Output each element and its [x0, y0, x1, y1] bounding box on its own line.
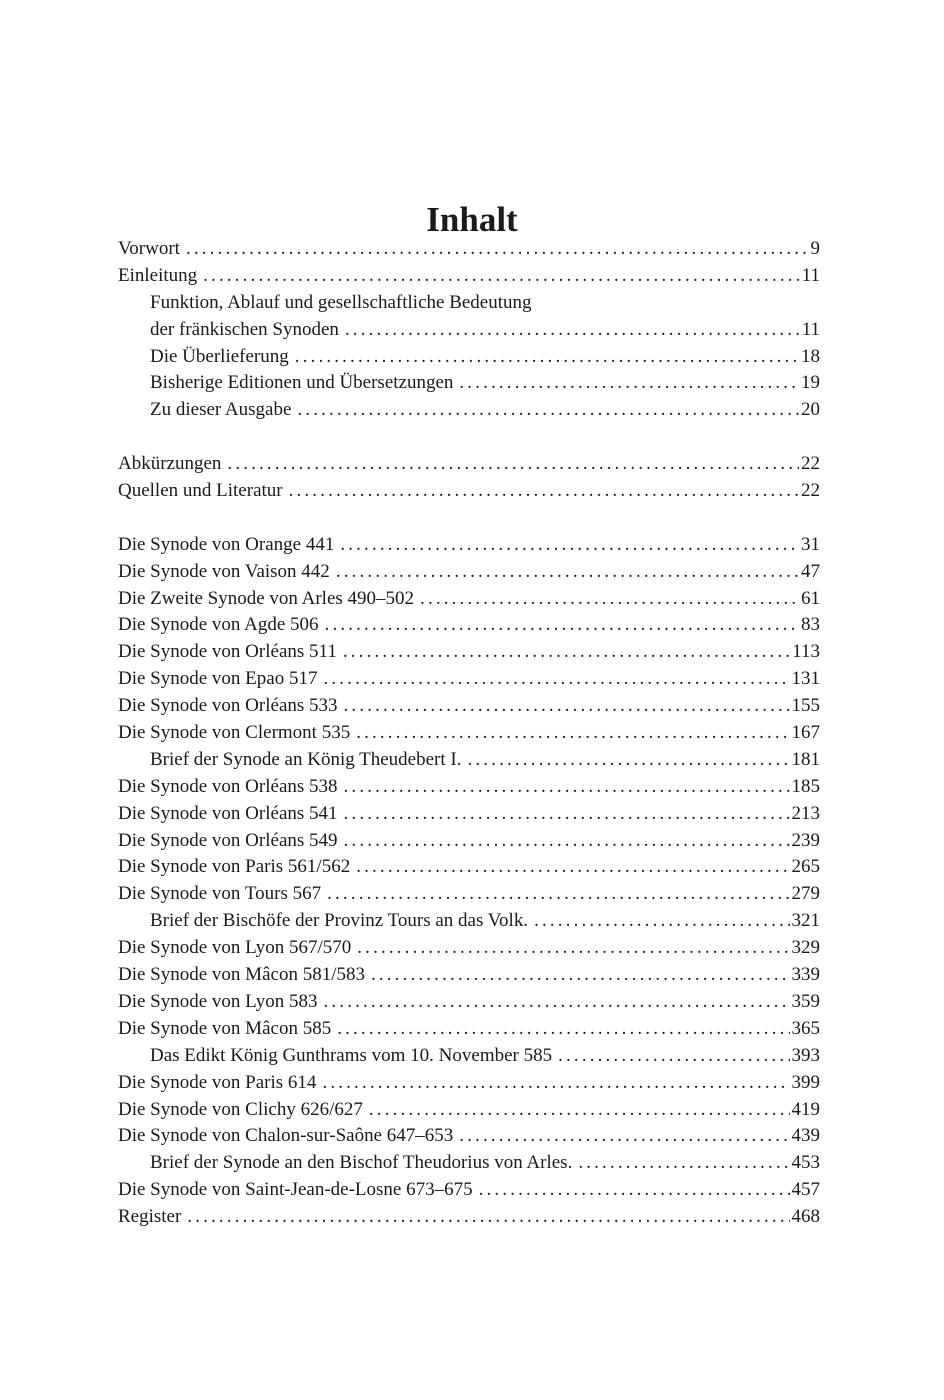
dot-leader [340, 532, 799, 559]
toc-entry [118, 935, 820, 962]
toc-entry-label: Funktion, Ablauf und gesellschaftliche Bedeutung [150, 291, 532, 313]
toc-entry-label: Abkürzungen [118, 453, 222, 475]
toc-entry [118, 532, 820, 559]
toc-entry [118, 639, 820, 666]
toc-entry [118, 290, 820, 317]
dot-leader [227, 451, 799, 478]
dot-leader [371, 962, 790, 989]
toc-entry-page: 329 [791, 937, 820, 959]
toc-entry-page: 18 [801, 345, 820, 367]
toc-entry [118, 370, 820, 397]
dot-leader [327, 881, 789, 908]
dot-leader [295, 344, 799, 371]
toc-entry-label: Die Synode von Orléans 533 [118, 695, 338, 717]
toc-entry-label: Die Synode von Lyon 583 [118, 990, 318, 1012]
toc-entry-label: Die Synode von Orléans 538 [118, 775, 338, 797]
toc-entry-label: Die Synode von Tours 567 [118, 883, 322, 905]
toc-entry-page: 399 [791, 1071, 820, 1093]
toc-entry-page: 439 [791, 1125, 820, 1147]
dot-leader [325, 612, 799, 639]
toc-entry-label: Die Synode von Orange 441 [118, 533, 335, 555]
toc-entry [118, 263, 820, 290]
toc-entry-label: Die Zweite Synode von Arles 490–502 [118, 587, 415, 609]
toc-entry-page: 61 [801, 587, 820, 609]
toc-entry-label: Brief der Bischöfe der Provinz Tours an das Volk. [150, 910, 529, 932]
dot-leader [534, 908, 789, 935]
toc-entry [118, 1123, 820, 1150]
toc-entry-page: 19 [801, 372, 820, 394]
toc-entry-page: 11 [801, 264, 820, 286]
dot-leader [323, 666, 789, 693]
toc-entry-label: der fränkischen Synoden [150, 318, 339, 340]
toc-entry [118, 989, 820, 1016]
toc-entry-page: 321 [791, 910, 820, 932]
toc-entry-page: 181 [791, 748, 820, 770]
dot-leader [343, 639, 790, 666]
dot-leader [322, 1070, 789, 1097]
dot-leader [345, 317, 800, 344]
toc-entry-page: 155 [791, 695, 820, 717]
toc-entry-page: 113 [792, 641, 820, 663]
toc-entry [118, 559, 820, 586]
toc-entry-label: Die Synode von Vaison 442 [118, 560, 330, 582]
toc-entry-page: 31 [801, 533, 820, 555]
toc-entry-label: Die Synode von Clermont 535 [118, 722, 351, 744]
toc-entry [118, 236, 820, 263]
toc-entry [118, 1150, 820, 1177]
toc-entry-label: Die Synode von Epao 517 [118, 668, 318, 690]
toc-entry [118, 586, 820, 613]
toc-entry-page: 20 [801, 399, 820, 421]
toc-entry-page: 457 [791, 1179, 820, 1201]
toc-entry-page: 239 [791, 829, 820, 851]
toc-entry-label: Zu dieser Ausgabe [150, 399, 292, 421]
toc-entry [118, 666, 820, 693]
dot-leader [289, 478, 799, 505]
dot-leader [357, 935, 789, 962]
toc-entry-label: Die Synode von Paris 614 [118, 1071, 317, 1093]
toc-entry [118, 397, 820, 424]
dot-leader [479, 1177, 790, 1204]
toc-entry [118, 693, 820, 720]
toc-entry [118, 801, 820, 828]
toc-entry [118, 1043, 820, 1070]
toc-entry [118, 1070, 820, 1097]
toc-entry-page: 11 [801, 318, 820, 340]
dot-leader [344, 693, 790, 720]
dot-leader [459, 370, 799, 397]
toc-entry-page: 265 [791, 856, 820, 878]
toc-entry-label: Bisherige Editionen und Übersetzungen [150, 372, 454, 394]
toc-entry-page: 167 [791, 722, 820, 744]
dot-leader [459, 1123, 789, 1150]
toc-entry-page: 22 [801, 453, 820, 475]
toc-entry-label: Die Überlieferung [150, 345, 289, 367]
toc-entry-page: 22 [801, 480, 820, 502]
toc-entry [118, 828, 820, 855]
toc-entry-page: 83 [801, 614, 820, 636]
dot-leader [187, 1204, 789, 1231]
toc-entry-page: 185 [791, 775, 820, 797]
toc-entry-page: 359 [791, 990, 820, 1012]
toc-entry-label: Register [118, 1206, 182, 1228]
dot-leader [324, 989, 790, 1016]
toc-entry [118, 720, 820, 747]
toc-entry-page: 468 [791, 1206, 820, 1228]
toc-entry-page: 453 [791, 1152, 820, 1174]
toc-entry-label: Einleitung [118, 264, 198, 286]
toc-entry [118, 451, 820, 478]
toc-entry [118, 1016, 820, 1043]
toc-entry-label: Die Synode von Orléans 541 [118, 802, 338, 824]
toc-entry [118, 478, 820, 505]
toc-entry-page: 339 [791, 964, 820, 986]
toc-entry [118, 908, 820, 935]
toc-entry-label: Die Synode von Agde 506 [118, 614, 319, 636]
dot-leader [558, 1043, 789, 1070]
toc-entry-page: 365 [791, 1017, 820, 1039]
dot-leader [297, 397, 799, 424]
toc-entry [118, 854, 820, 881]
toc-entry-page: 393 [791, 1044, 820, 1066]
table-of-contents [118, 236, 820, 1231]
toc-entry-label: Quellen und Literatur [118, 480, 283, 502]
toc-entry [118, 344, 820, 371]
dot-leader [344, 801, 790, 828]
toc-entry-page: 9 [810, 238, 820, 259]
toc-entry [118, 1204, 820, 1231]
dot-leader [336, 559, 799, 586]
toc-entry-label: Die Synode von Saint-Jean-de-Losne 673–675 [118, 1179, 473, 1201]
dot-leader [203, 263, 800, 290]
dot-leader [356, 854, 789, 881]
toc-entry-page: 131 [791, 668, 820, 690]
page-title: Inhalt [426, 200, 518, 240]
toc-entry-label: Die Synode von Chalon-sur-Saône 647–653 [118, 1125, 454, 1147]
toc-entry-label: Die Synode von Lyon 567/570 [118, 937, 352, 959]
dot-leader [344, 828, 790, 855]
dot-leader [420, 586, 799, 613]
dot-leader [337, 1016, 789, 1043]
toc-entry [118, 747, 820, 774]
toc-entry-label: Die Synode von Mâcon 585 [118, 1017, 332, 1039]
toc-entry-label: Das Edikt König Gunthrams vom 10. November 585 [150, 1044, 553, 1066]
toc-entry-label: Die Synode von Mâcon 581/583 [118, 964, 365, 986]
dot-leader [578, 1150, 789, 1177]
toc-entry [118, 962, 820, 989]
toc-entry-label: Die Synode von Orléans 511 [118, 641, 337, 663]
dot-leader [467, 747, 789, 774]
toc-entry-page: 419 [791, 1098, 820, 1120]
toc-entry-page: 279 [791, 883, 820, 905]
toc-entry-label: Brief der Synode an König Theudebert I. [150, 748, 462, 770]
toc-entry-label: Die Synode von Orléans 549 [118, 829, 338, 851]
dot-leader [186, 236, 809, 263]
toc-entry [118, 317, 820, 344]
toc-entry-label: Brief der Synode an den Bischof Theudorius von Arles. [150, 1152, 573, 1174]
dot-leader [356, 720, 789, 747]
dot-leader [344, 774, 790, 801]
toc-entry-label: Die Synode von Paris 561/562 [118, 856, 351, 878]
toc-entry [118, 774, 820, 801]
toc-entry [118, 1097, 820, 1124]
toc-entry-page: 47 [801, 560, 820, 582]
toc-entry-label: Die Synode von Clichy 626/627 [118, 1098, 363, 1120]
dot-leader [369, 1097, 790, 1124]
toc-entry-page: 213 [791, 802, 820, 824]
toc-entry [118, 1177, 820, 1204]
toc-entry [118, 881, 820, 908]
toc-entry [118, 612, 820, 639]
toc-entry-label: Vorwort [118, 238, 180, 259]
